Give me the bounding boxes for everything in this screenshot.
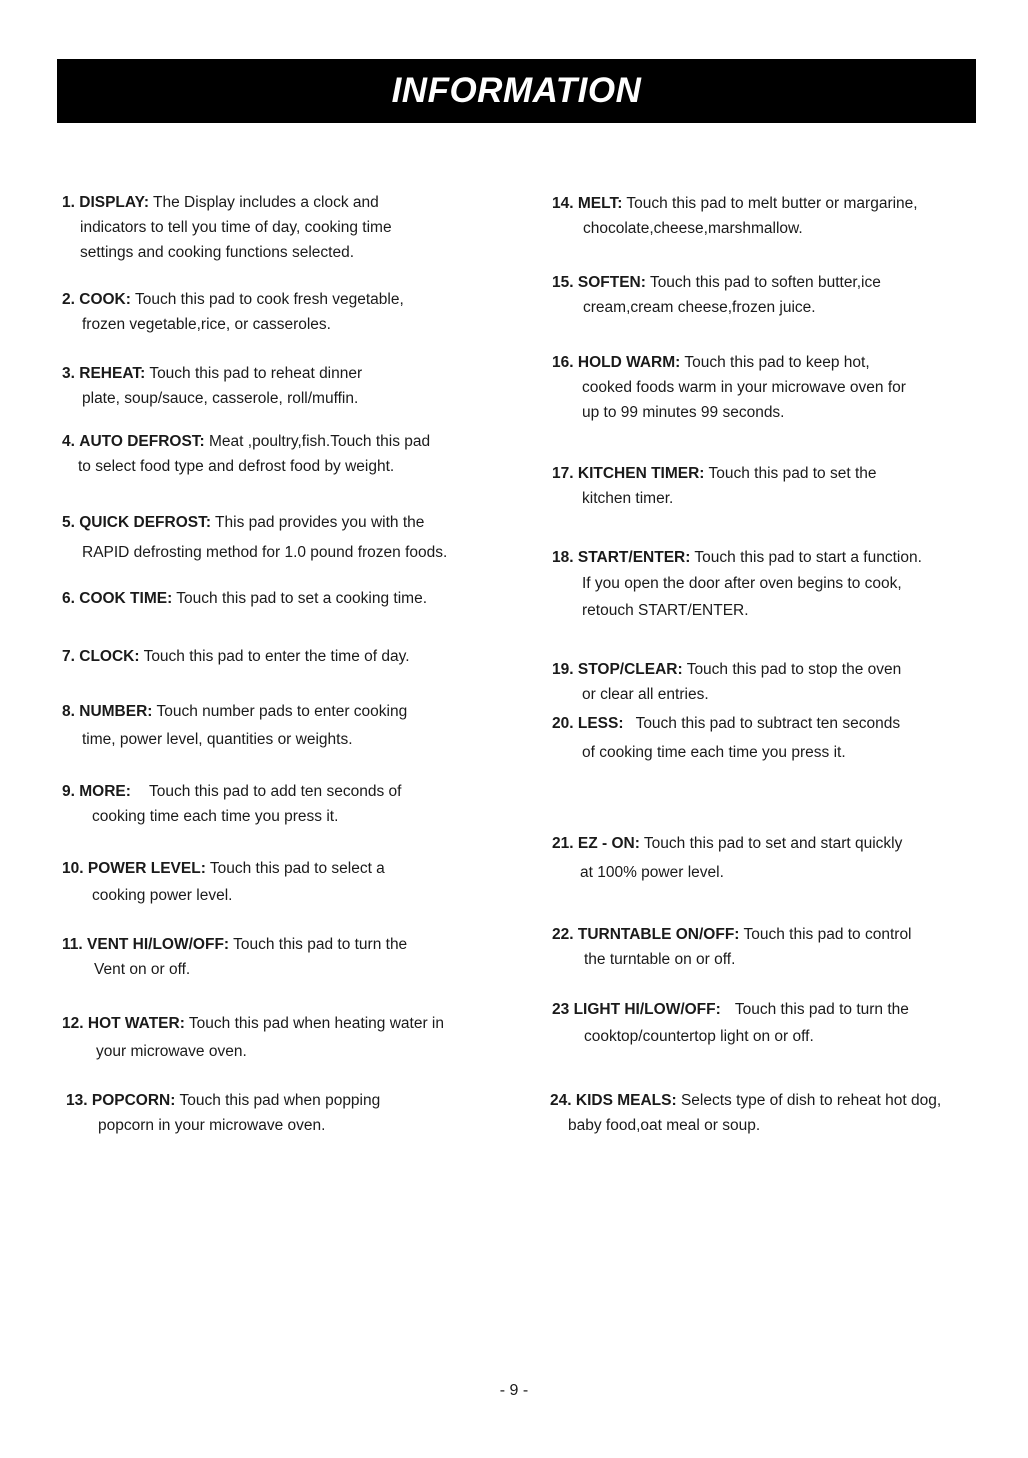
list-item-clock: 7. CLOCK: Touch this pad to enter the time of day. [62, 648, 410, 665]
list-item-auto-defrost: 4. AUTO DEFROST: Meat ,poultry,fish.Touch this pad to select food type and defrost food by weight. [62, 433, 431, 475]
list-item-kitchen-timer: 17. KITCHEN TIMER: Touch this pad to set the kitchen timer. [552, 465, 877, 507]
list-item-popcorn: 13. POPCORN: Touch this pad when popping popcorn in your microwave oven. [66, 1092, 381, 1134]
list-item-reheat: 3. REHEAT: Touch this pad to reheat dinner plate, soup/sauce, casserole, roll/muffin. [62, 365, 363, 407]
list-item-display: 1. DISPLAY: The Display includes a clock and indicators to tell you time of day, cooking time settings and cooking functions selected. [62, 194, 392, 261]
list-item-soften: 15. SOFTEN: Touch this pad to soften butter,ice cream,cream cheese,frozen juice. [552, 274, 881, 316]
page-title: INFORMATION [391, 71, 642, 110]
list-item-less: 20. LESS: Touch this pad to subtract ten seconds of cooking time each time you press it. [552, 715, 901, 761]
list-item-stop-clear: 19. STOP/CLEAR: Touch this pad to stop the oven or clear all entries. [552, 661, 902, 703]
list-item-ez-on: 21. EZ - ON: Touch this pad to set and start quickly at 100% power level. [552, 835, 903, 881]
list-item-vent: 11. VENT HI/LOW/OFF: Touch this pad to turn the Vent on or off. [62, 936, 408, 978]
list-item-quick-defrost: 5. QUICK DEFROST: This pad provides you with the RAPID defrosting method for 1.0 pound frozen foods. [62, 514, 448, 561]
list-item-start-enter: 18. START/ENTER: Touch this pad to start a function. If you open the door after oven begins to cook, retouch START/ENTER. [552, 549, 922, 619]
list-item-cook-time: 6. COOK TIME: Touch this pad to set a cooking time. [62, 590, 428, 607]
list-item-hold-warm: 16. HOLD WARM: Touch this pad to keep hot, cooked foods warm in your microwave oven for up to 99 minutes 99 seconds. [552, 354, 906, 421]
list-item-turntable: 22. TURNTABLE ON/OFF: Touch this pad to control the turntable on or off. [552, 926, 912, 968]
list-item-power-level: 10. POWER LEVEL: Touch this pad to select a cooking power level. [62, 860, 385, 904]
list-item-light: 23 LIGHT HI/LOW/OFF: Touch this pad to turn the cooktop/countertop light on or off. [552, 1001, 909, 1045]
list-item-cook: 2. COOK: Touch this pad to cook fresh vegetable, frozen vegetable,rice, or casseroles. [62, 291, 404, 333]
title-banner [57, 59, 976, 123]
list-item-number: 8. NUMBER: Touch number pads to enter cooking time, power level, quantities or weights. [62, 703, 408, 748]
list-item-more: 9. MORE: Touch this pad to add ten seconds of cooking time each time you press it. [62, 783, 402, 825]
list-item-hot-water: 12. HOT WATER: Touch this pad when heating water in your microwave oven. [62, 1015, 444, 1060]
list-item-kids-meals: 24. KIDS MEALS: Selects type of dish to reheat hot dog, baby food,oat meal or soup. [550, 1092, 942, 1134]
page-number: - 9 - [499, 1382, 529, 1399]
list-item-melt: 14. MELT: Touch this pad to melt butter or margarine, chocolate,cheese,marshmallow. [552, 195, 918, 237]
